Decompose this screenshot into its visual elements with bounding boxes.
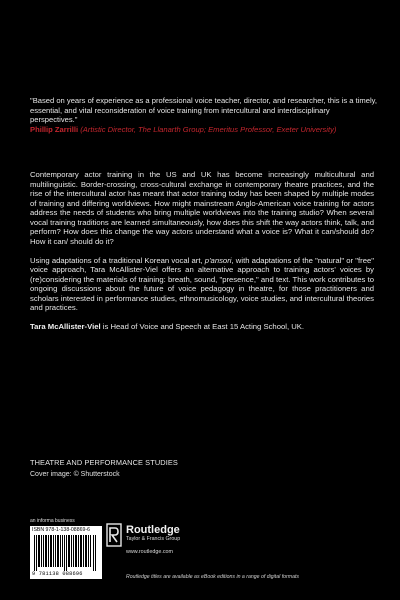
publisher-group: Taylor & Francis Group (126, 536, 181, 542)
author-bio: Tara McAllister-Viel is Head of Voice and Speech at East 15 Acting School, UK. (30, 322, 305, 331)
publisher-name: Routledge (126, 524, 180, 536)
barcode (30, 526, 102, 579)
ean-digits: 9 781138 088696 (32, 571, 83, 577)
quote-text: "Based on years of experience as a professional voice teacher, director, and researcher, this is a timely, essential, and vital reconsideration of voice training from intercultural and interdisciplinary perspectives." (30, 96, 377, 125)
routledge-logo-icon (106, 523, 122, 547)
ebook-note: Routledge titles are available as eBook editions in a range of digital formats (126, 574, 300, 580)
description-paragraph-1: Contemporary actor training in the US and UK has become increasingly multicultural and multilinguistic. Border-crossing, cross-cultural exchange in contemporary theatre practices, and the rise of the intercultural actor has meant that actor training today has been shaped by multiple modes of training and differing worldviews. How might mainstream Anglo-American voice training for actors address the needs of students who bring multiple worldviews into the training studio? When several vocal training traditions are learned simultaneously, how does this shift the way actors think, talk, and perform? How does this change the way actors understand what a voice is? What it can/should do? How it can/ should do it? (30, 170, 374, 246)
barcode-bars (34, 535, 98, 571)
series-label: THEATRE AND PERFORMANCE STUDIES (30, 458, 178, 467)
publisher-url: www.routledge.com (126, 549, 174, 555)
isbn-text: ISBN 978-1-138-08869-6 (32, 527, 90, 533)
publisher-brand (126, 524, 180, 543)
quote-affiliation: (Artistic Director, The Llanarth Group; Emeritus Professor, Exeter University) (80, 124, 337, 134)
description (30, 170, 374, 341)
cover-credit: Cover image: © Shutterstock (30, 471, 120, 478)
endorsement-quote (30, 96, 378, 134)
informa-label: an informa business (30, 518, 75, 524)
author-name: Tara McAllister-Viel (30, 322, 101, 331)
quote-author: Phillip Zarrilli (30, 124, 79, 134)
description-paragraph-2: Using adaptations of a traditional Korean vocal art, p'ansori, with adaptations of the "natural" or "free" voice approach, Tara McAllister-Viel offers an alternative approach to training actors' voices by (re)considering the materials of training: breath, sound, "presence," and text. This work contributes to ongoing discussions about the future of voice pedagogy in theatre, for those practitioners and scholars interested in performance studies, ethnomusicology, voice studies, and intercultural theories and practices. (30, 255, 374, 312)
